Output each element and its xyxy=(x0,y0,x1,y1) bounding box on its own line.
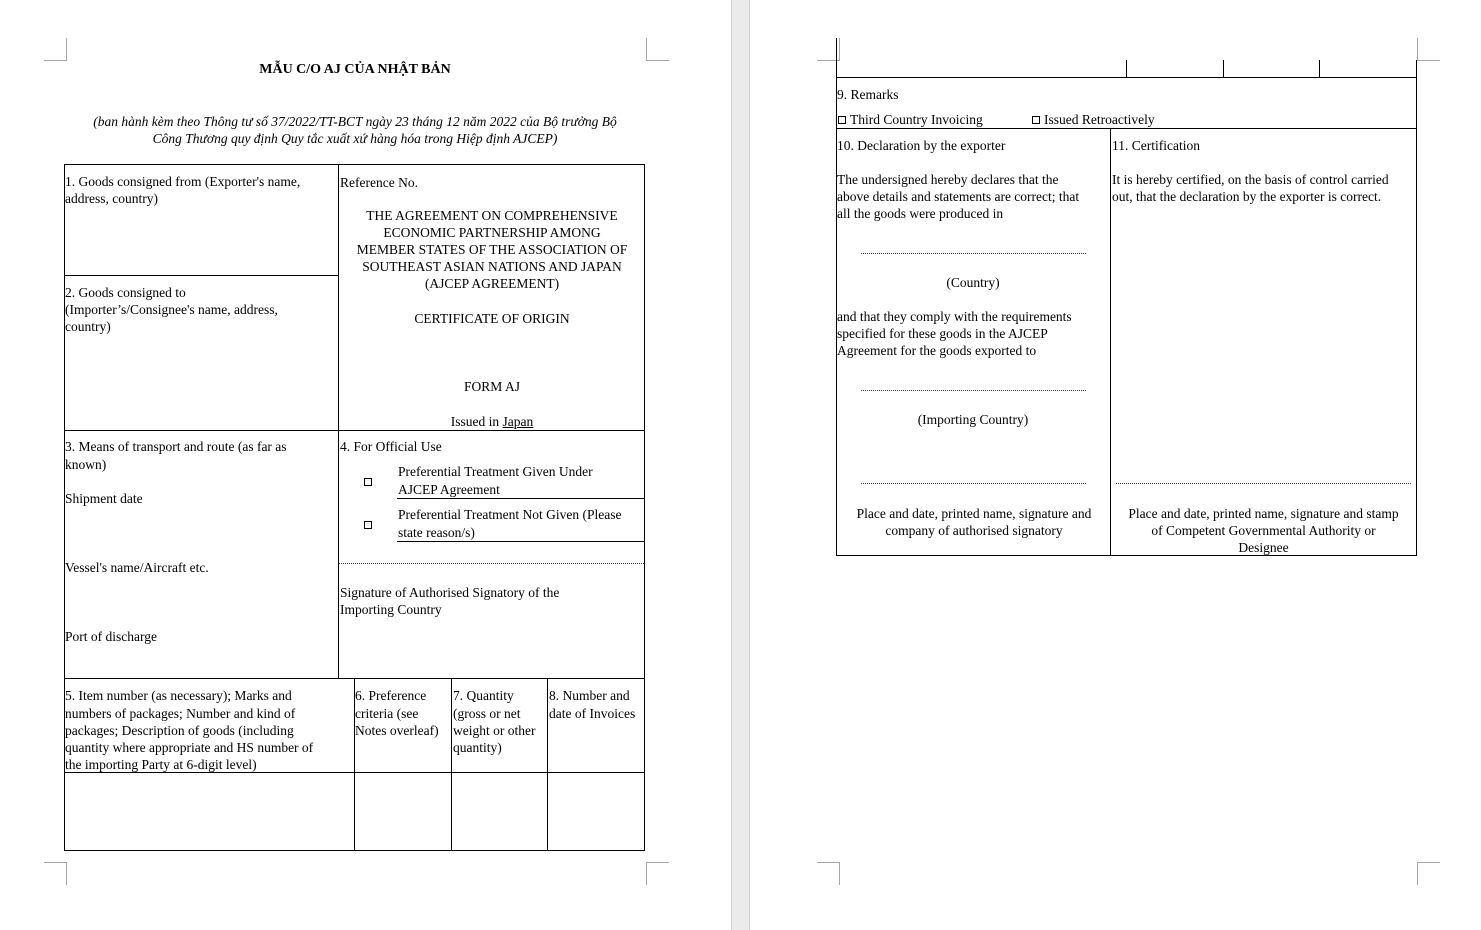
page-1 xyxy=(0,0,731,930)
col8-line-1: 8. Number and xyxy=(549,688,630,703)
crop-mark xyxy=(817,862,840,885)
exporter-signature-line xyxy=(861,483,1086,484)
agreement-line-5: (AJCEP AGREEMENT) xyxy=(424,276,560,291)
divider xyxy=(397,498,645,499)
col7-line-3: weight or other xyxy=(453,723,536,738)
country-label: (Country) xyxy=(946,275,1000,290)
divider xyxy=(1126,60,1127,78)
crop-mark xyxy=(646,38,669,61)
col6-line-1: 6. Preference xyxy=(355,688,427,703)
option1-line-1: Preferential Treatment Given Under xyxy=(398,464,593,479)
col7-line-1: 7. Quantity xyxy=(453,688,514,703)
vessel-name: Vessel's name/Aircraft etc. xyxy=(65,560,209,575)
declaration-line-4: and that they comply with the requirements xyxy=(837,309,1072,324)
box2-line-3: country) xyxy=(65,319,111,334)
divider xyxy=(1223,60,1224,78)
port-of-discharge: Port of discharge xyxy=(65,629,157,644)
subtitle-line-2: Công Thương quy định Quy tắc xuất xứ hàng hóa trong Hiệp định AJCEP) xyxy=(152,131,558,146)
divider xyxy=(836,128,1417,129)
crop-mark xyxy=(44,862,67,885)
country-line xyxy=(861,253,1086,254)
checkbox-treatment-given[interactable] xyxy=(364,478,372,486)
certification-line-2: out, that the declaration by the exporter is correct. xyxy=(1112,189,1382,204)
importing-country-line xyxy=(861,390,1086,391)
place-exporter-line-2: company of authorised signatory xyxy=(885,523,1063,538)
divider xyxy=(397,541,645,542)
box10-title: 10. Declaration by the exporter xyxy=(837,138,1006,153)
crop-mark xyxy=(1417,862,1440,885)
col6-line-2: criteria (see xyxy=(355,706,419,721)
shipment-date: Shipment date xyxy=(65,491,143,506)
divider xyxy=(836,38,837,556)
signature-importing-line-2: Importing Country xyxy=(340,602,442,617)
crop-mark xyxy=(646,862,669,885)
divider xyxy=(547,678,548,851)
box3-line-1: 3. Means of transport and route (as far as xyxy=(65,439,287,454)
col8-line-2: date of Invoices xyxy=(549,706,636,721)
crop-mark xyxy=(1417,38,1440,61)
checkbox-third-country[interactable] xyxy=(838,116,846,124)
declaration-line-1: The undersigned hereby declares that the xyxy=(837,172,1059,187)
remarks-title: 9. Remarks xyxy=(837,87,899,102)
col5-line-3: packages; Description of goods (including xyxy=(65,723,294,738)
box11-title: 11. Certification xyxy=(1112,138,1200,153)
importing-country-label: (Importing Country) xyxy=(917,412,1029,427)
divider xyxy=(64,430,645,431)
issued-prefix: Issued in xyxy=(450,414,503,429)
divider xyxy=(836,77,1417,78)
certificate-title: CERTIFICATE OF ORIGIN xyxy=(414,311,570,326)
col5-line-4: quantity where appropriate and HS number of xyxy=(65,740,314,755)
agreement-line-3: MEMBER STATES OF THE ASSOCIATION OF xyxy=(356,242,628,257)
agreement-line-4: SOUTHEAST ASIAN NATIONS AND JAPAN xyxy=(362,259,622,274)
divider xyxy=(1416,60,1417,556)
col5-line-1: 5. Item number (as necessary); Marks and xyxy=(65,688,292,703)
box1-line-2: address, country) xyxy=(65,191,158,206)
place-authority-line-3: Designee xyxy=(1238,540,1289,555)
box3-line-2: known) xyxy=(65,457,107,472)
option2-line-2: state reason/s) xyxy=(398,525,475,540)
issued-country: Japan xyxy=(502,414,534,429)
signature-importing-line-1: Signature of Authorised Signatory of the xyxy=(340,585,560,600)
subtitle-line-1: (ban hành kèm theo Thông tư số 37/2022/TT-BCT ngày 23 tháng 12 năm 2022 của Bộ trưởng Bộ xyxy=(93,114,617,129)
col7-line-2: (gross or net xyxy=(453,706,521,721)
checkbox-retroactive[interactable] xyxy=(1032,116,1040,124)
retroactive-label: Issued Retroactively xyxy=(1044,112,1155,127)
divider xyxy=(1110,128,1111,556)
checkbox-treatment-not-given[interactable] xyxy=(364,521,372,529)
divider xyxy=(1319,60,1320,78)
place-authority-line-1: Place and date, printed name, signature and stamp xyxy=(1128,506,1399,521)
signature-line xyxy=(339,563,644,564)
declaration-line-5: specified for these goods in the AJCEP xyxy=(837,326,1048,341)
col7-line-4: quantity) xyxy=(453,740,502,755)
certification-line-1: It is hereby certified, on the basis of control carried xyxy=(1112,172,1389,187)
box4-title: 4. For Official Use xyxy=(340,439,442,454)
col5-line-5: the importing Party at 6-digit level) xyxy=(65,757,257,772)
agreement-line-2: ECONOMIC PARTNERSHIP AMONG xyxy=(383,225,601,240)
reference-no: Reference No. xyxy=(340,175,418,190)
agreement-line-1: THE AGREEMENT ON COMPREHENSIVE xyxy=(366,208,618,223)
issued-in xyxy=(339,413,645,430)
page-2 xyxy=(750,0,1481,930)
declaration-line-3: all the goods were produced in xyxy=(837,206,1004,221)
option2-line-1: Preferential Treatment Not Given (Please xyxy=(398,507,622,522)
declaration-line-2: above details and statements are correct; that xyxy=(837,189,1080,204)
form-label: FORM AJ xyxy=(464,379,520,394)
option1-line-2: AJCEP Agreement xyxy=(398,482,500,497)
col5-line-2: numbers of packages; Number and kind of xyxy=(65,706,296,721)
box2-line-2: (Importer’s/Consignee's name, address, xyxy=(65,302,278,317)
divider xyxy=(64,275,338,276)
page-gutter xyxy=(731,0,750,930)
col6-line-3: Notes overleaf) xyxy=(355,723,439,738)
place-authority-line-2: of Competent Governmental Authority or xyxy=(1151,523,1376,538)
declaration-line-6: Agreement for the goods exported to xyxy=(837,343,1037,358)
crop-mark xyxy=(44,38,67,61)
box1-line-1: 1. Goods consigned from (Exporter's name, xyxy=(65,174,301,189)
authority-signature-line xyxy=(1116,483,1411,484)
page-title: MẪU C/O AJ CỦA NHẬT BẢN xyxy=(259,62,451,77)
divider xyxy=(451,678,452,851)
third-country-label: Third Country Invoicing xyxy=(850,112,983,127)
place-exporter-line-1: Place and date, printed name, signature and xyxy=(856,506,1092,521)
box2-line-1: 2. Goods consigned to xyxy=(65,285,186,300)
